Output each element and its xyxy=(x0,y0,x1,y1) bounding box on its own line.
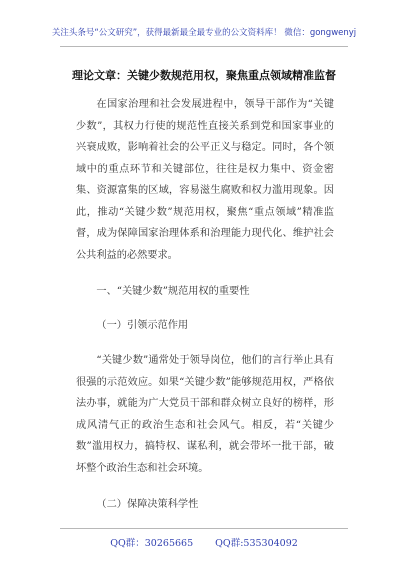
section-heading: 一、“关键少数”规范用权的重要性 xyxy=(96,286,250,297)
footer-qq-group-1: QQ群：30265665 xyxy=(110,538,194,549)
document-body xyxy=(76,94,334,516)
intro-paragraph: 在国家治理和社会发展进程中，领导干部作为“关键少数”，其权力行使的规范性直接关系到党和国家事业的兴衰成败，影响着社会的公平正义与稳定。同时，各个领域中的重点环节和关键部位，往往是权力集中、资金密集、资源富集的区域，容易滋生腐败和权力滥用现象。因此，推动“关键少数”规范用权，聚焦“重点领域”精准监督，成为保障国家治理体系和治理能力现代化、维护社会公共利益的必然要求。 xyxy=(76,99,334,261)
footer-qq-group-2: QQ群:535304092 xyxy=(215,538,298,549)
header-banner: 关注头条号“公文研究”，获得最新最全最专业的公文资料库！ 微信：gongwenyj xyxy=(51,28,357,38)
document-title: 理论文章：关键少数规范用权，聚焦重点领域精准监督 xyxy=(72,69,336,82)
footer-divider xyxy=(60,528,348,529)
header-divider xyxy=(60,46,348,47)
subsection-heading-1: （一）引领示范作用 xyxy=(96,319,189,331)
body-paragraph: “关键少数”通常处于领导岗位，他们的言行举止具有很强的示范效应。如果“关键少数”能够规范用权，严格依法办事，就能为广大党员干部和群众树立良好的榜样，形成风清气正的政治生态和社会风气。相反，若“关键少数”滥用权力，搞特权、谋私利，就会带坏一批干部，破坏整个政治生态和社会环境。 xyxy=(76,355,334,474)
footer xyxy=(0,535,408,549)
subsection-heading-2: （二）保障决策科学性 xyxy=(96,499,199,510)
